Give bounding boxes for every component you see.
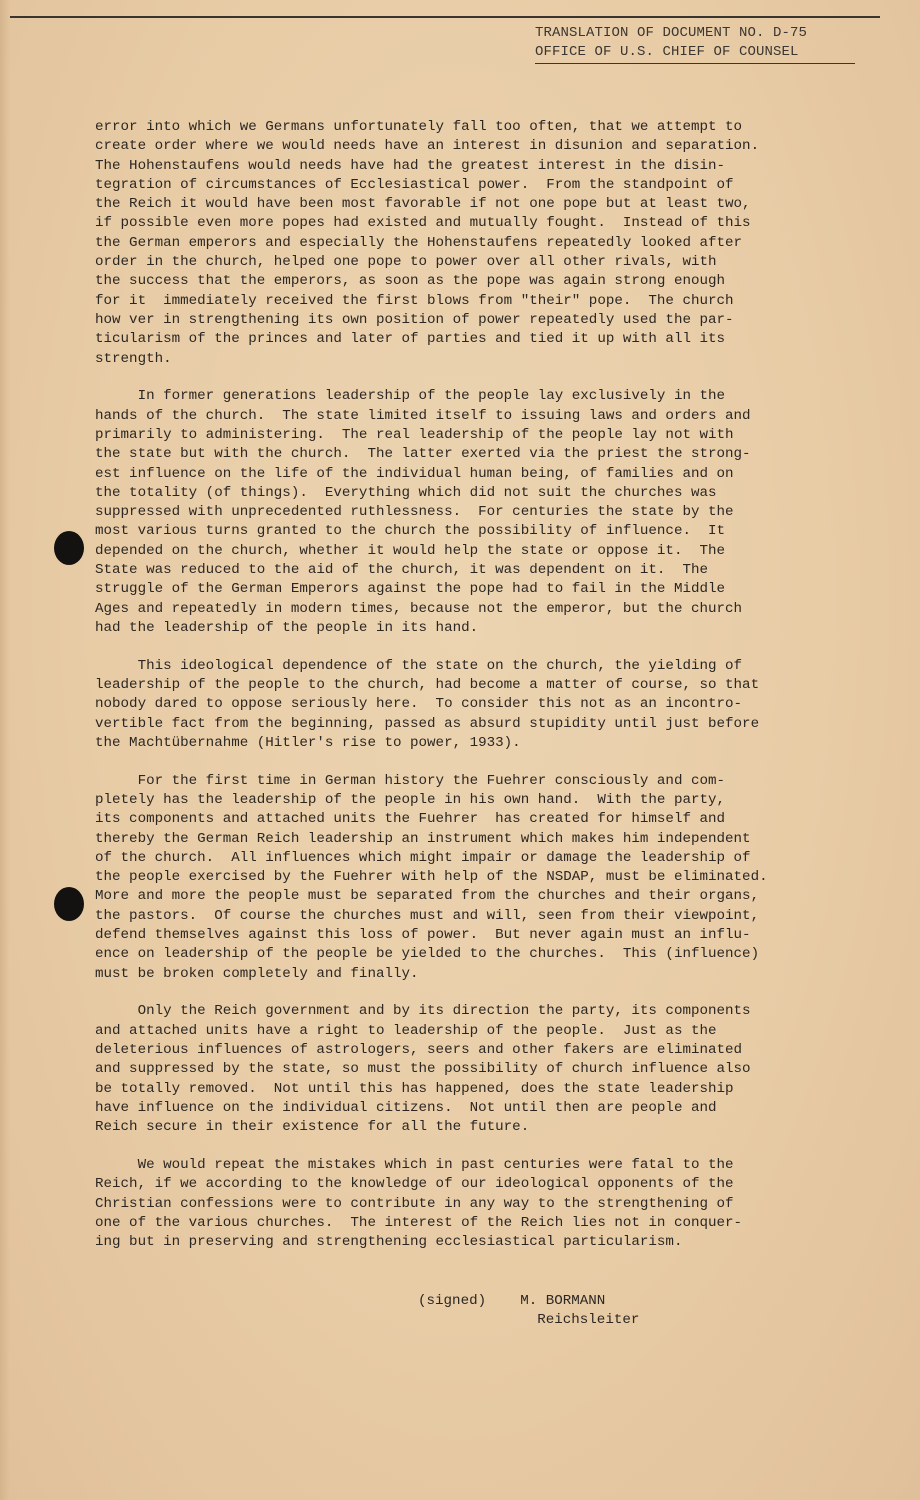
signature-row xyxy=(418,1292,639,1311)
signer-title-row xyxy=(418,1311,639,1330)
header-office-line: OFFICE OF U.S. CHIEF OF COUNSEL xyxy=(535,43,855,64)
paragraph-1: error into which we Germans unfortunately fall too often, that we attempt to create order where we would needs have an interest in disunion and separation. The Hohenstaufens would needs have had the greatest interest in the disin- tegration of circumstances of Ecclesiastical power. From the standpoint of the Reich it would have been most favorable if not one pope but at least two, if possible even more popes had existed and mutually fought. Instead of this the German emperors and especially the Hohenstaufens repeatedly looked after order in the church, helped one pope to power over all other rivals, with the success that the emperors, as soon as the pope was again strong enough for it immediately received the first blows from "their" pope. The church how ver in strengthening its own position of power repeatedly used the par- ticularism of the princes and later of parties and tied it up with all its strength. xyxy=(95,119,760,367)
header-translation-line: TRANSLATION OF DOCUMENT NO. D-75 xyxy=(535,25,808,41)
signer-title: Reichsleiter xyxy=(537,1312,640,1329)
paragraph-6: We would repeat the mistakes which in past centuries were fatal to the Reich, if we according to the knowledge of our ideological opponents of the Christian confessions were to contribute in any way to the strengthening of one of the various churches. The interest of the Reich lies not in conquer- ing but in preserving and strengthening ecclesiastical particularism. xyxy=(95,1157,743,1251)
paper-edge xyxy=(0,0,10,1500)
signature-block xyxy=(418,1292,639,1331)
document-body xyxy=(95,118,865,1271)
signed-label: (signed) xyxy=(418,1293,487,1309)
paragraph-4: For the first time in German history the Fuehrer consciously and com- pletely has the leadership of the people in his own hand. With the party, its components and attached units the Fuehrer has created for himself and thereby the German Reich leadership an instrument which makes him independent of the church. All influences which might impair or damage the leadership of the people exercised by the Fuehrer with help of the NSDAP, must be eliminated. More and more the people must be separated from the churches and their organs, the pastors. Of course the churches must and will, seen from their viewpoint, defend themselves against this loss of power. But never again must an influ- ence on leadership of the people be yielded to the churches. This (influence) must be broken completely and finally. xyxy=(95,772,768,982)
paragraph-2: In former generations leadership of the people lay exclusively in the hands of the church. The state limited itself to issuing laws and orders and primarily to administering. The real leadership of the people lay not with the state but with the church. The latter exerted via the priest the strong- est influence on the life of the individual human being, of families and on the totality (of things). Everything which did not suit the churches was suppressed with unprecedented ruthlessness. For centuries the state by the most various turns granted to the church the possibility of influence. It depended on the church, whether it would help the state or oppose it. The State was reduced to the aid of the church, it was dependent on it. The struggle of the German Emperors against the pope had to fail in the Middle Ages and repeatedly in modern times, because not the emperor, but the church had the leadership of the people in its hand. xyxy=(95,388,751,636)
punch-hole-lower xyxy=(54,887,84,921)
punch-hole-upper xyxy=(54,531,84,565)
signer-name: M. BORMANN xyxy=(520,1293,606,1309)
top-rule xyxy=(10,16,880,18)
paragraph-5: Only the Reich government and by its direction the party, its components and attached units have a right to leadership of the people. Just as the deleterious influences of astrologers, seers and other fakers are eliminated and suppressed by the state, so must the possibility of church influence also be totally removed. Not until this has happened, does the state leadership have influence on the individual citizens. Not until then are people and Reich secure in their existence for all the future. xyxy=(95,1003,751,1136)
paragraph-3: This ideological dependence of the state on the church, the yielding of leadership of the people to the church, had become a matter of course, so that nobody dared to oppose seriously here. To consider this not as an incontro- vertible fact from the beginning, passed as absurd stupidity until just before the Machtübernahme (Hitler's rise to power, 1933). xyxy=(95,657,760,751)
document-header xyxy=(535,24,865,64)
